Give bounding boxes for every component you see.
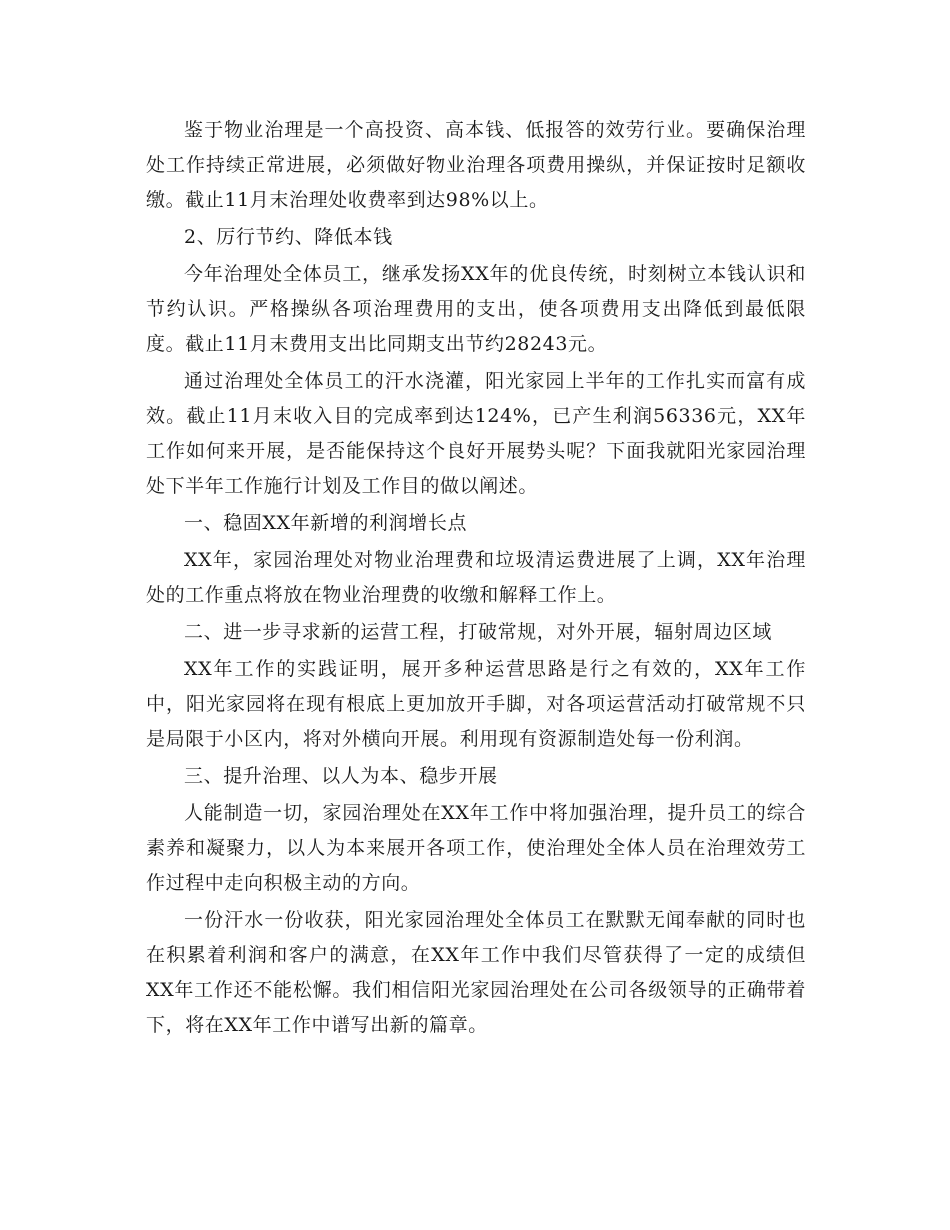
paragraph-half-year-results: 通过治理处全体员工的汗水浇灌，阳光家园上半年的工作扎实而富有成效。截止11月末收入目的完成率到达124%，已产生利润56336元，XX年工作如何来开展，是否能保持这个良好开展势头呢？下面我就阳光家园治理处下半年工作施行计划及工作目的做以阐述。 — [146, 370, 806, 497]
paragraph-operations: XX年工作的实践证明，展开多种运营思路是行之有效的，XX年工作中，阳光家园将在现有根底上更加放开手脚，对各项运营活动打破常规不只是局限于小区内，将对外横向开展。利用现有资源制造处每一份利润。 — [146, 658, 806, 750]
paragraph-cost-control: 今年治理处全体员工，继承发扬XX年的优良传统，时刻树立本钱认识和节约认识。严格操纵各项治理费用的支出，使各项费用支出降低到最低限度。截止11月末费用支出比同期支出节约28243元。 — [146, 263, 806, 355]
paragraph-staff-development: 人能制造一切，家园治理处在XX年工作中将加强治理，提升员工的综合素养和凝聚力，以人为本来展开各项工作，使治理处全体人员在治理效劳工作过程中走向积极主动的方向。 — [146, 802, 806, 894]
heading-profit-growth: 一、稳固XX年新增的利润增长点 — [184, 512, 468, 534]
paragraph-fee-collection: 鉴于物业治理是一个高投资、高本钱、低报答的效劳行业。要确保治理处工作持续正常进展，必须做好物业治理各项费用操纵，并保证按时足额收缴。截止11月末治理处收费率到达98%以上。 — [146, 119, 806, 211]
paragraph-closing: 一份汗水一份收获，阳光家园治理处全体员工在默默无闻奉献的同时也在积累着利润和客户的满意，在XX年工作中我们尽管获得了一定的成绩但XX年工作还不能松懈。我们相信阳光家园治理处在公司各级领导的正确带着下，将在XX年工作中谱写出新的篇章。 — [146, 909, 806, 1036]
paragraph-fee-adjustment: XX年，家园治理处对物业治理费和垃圾清运费进展了上调，XX年治理处的工作重点将放在物业治理费的收缴和解释工作上。 — [146, 549, 806, 606]
heading-new-projects: 二、进一步寻求新的运营工程，打破常规，对外开展，辐射周边区域 — [184, 621, 773, 643]
document-body — [146, 113, 806, 1045]
heading-cost-saving: 2、厉行节约、降低本钱 — [184, 226, 393, 248]
heading-people-first: 三、提升治理、以人为本、稳步开展 — [184, 765, 498, 787]
